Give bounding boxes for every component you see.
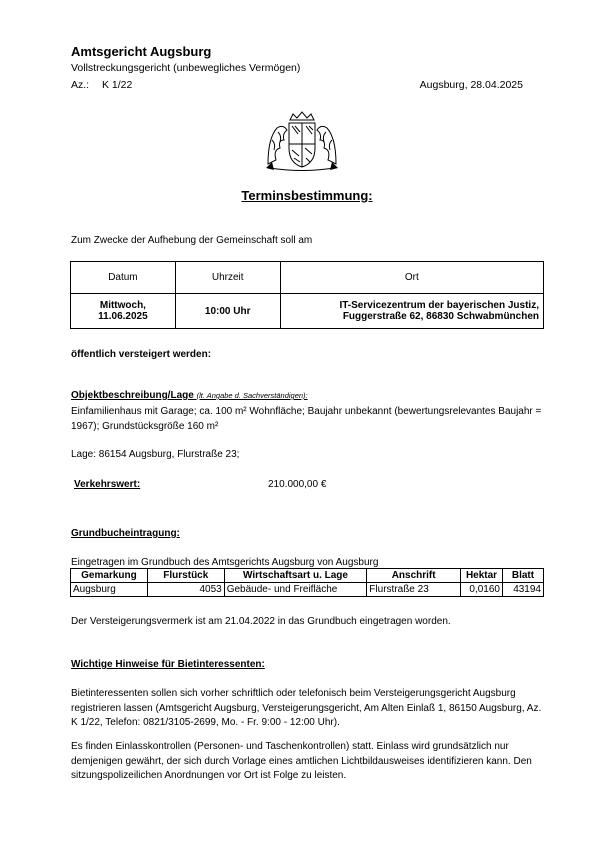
- gb-hektar: 0,0160: [461, 583, 503, 597]
- gb-flurstueck: 4053: [147, 583, 224, 597]
- objekt-lage: Lage: 86154 Augsburg, Flurstraße 23;: [71, 449, 240, 460]
- verkehrswert-label: Verkehrswert:: [74, 479, 141, 490]
- gb-header-blatt: Blatt: [502, 569, 543, 583]
- bavarian-coat-of-arms-icon: [262, 110, 342, 174]
- objekt-heading: Objektbeschreibung/Lage (lt. Angabe d. Sachverständigen):: [71, 390, 308, 401]
- verkehrswert-value: 210.000,00 €: [268, 479, 327, 490]
- gb-header-hektar: Hektar: [461, 569, 503, 583]
- hinweise-heading: Wichtige Hinweise für Bietinteressenten:: [71, 659, 265, 670]
- termin-table: [70, 261, 544, 329]
- hinweise-paragraph-2: Es finden Einlasskontrollen (Personen- und Taschenkontrollen) statt. Einlass wird grundsätzlich nur demjenigen gewährt, der sich durch Vorlage eines amtlichen Lichtbildausweises identifizieren kann. Den sitzungspolizeilichen Anordnungen vor Ort ist Folge zu leisten.: [71, 741, 532, 781]
- grundbuch-table: [70, 568, 544, 597]
- place-date: Augsburg, 28.04.2025: [419, 79, 523, 91]
- termin-header-datum: Datum: [71, 262, 176, 294]
- gb-wirtschaftsart: Gebäude- und Freifläche: [224, 583, 367, 597]
- intro-text: Zum Zwecke der Aufhebung der Gemeinschaft soll am: [71, 235, 313, 246]
- gb-header-anschrift: Anschrift: [367, 569, 461, 583]
- gb-blatt: 43194: [502, 583, 543, 597]
- hinweise-paragraph-1: Bietinteressenten sollen sich vorher schriftlich oder telefonisch beim Versteigerungsgericht Augsburg registrieren lassen (Amtsgericht Augsburg, Versteigerungsgericht, Am Alten Einlaß 1, 86150 Augsburg, Az. K 1/22, Telefon: 0821/3105-2699, Mo. - Fr. 9:00 - 12:00 Uhr).: [71, 688, 542, 728]
- table-row: [71, 583, 544, 597]
- court-name: Amtsgericht Augsburg: [71, 44, 212, 59]
- gb-gemarkung: Augsburg: [71, 583, 148, 597]
- document-title: Terminsbestimmung:: [241, 188, 373, 203]
- termin-datum: Mittwoch, 11.06.2025: [71, 294, 176, 329]
- termin-header-uhrzeit: Uhrzeit: [175, 262, 280, 294]
- termin-uhrzeit: 10:00 Uhr: [175, 294, 280, 329]
- objekt-note: (lt. Angabe d. Sachverständigen):: [196, 391, 308, 400]
- grundbuch-heading: Grundbucheintragung:: [71, 528, 180, 539]
- versteigerungsvermerk: Der Versteigerungsvermerk ist am 21.04.2022 in das Grundbuch eingetragen worden.: [71, 616, 451, 627]
- gb-header-gemarkung: Gemarkung: [71, 569, 148, 583]
- objekt-description: Einfamilienhaus mit Garage; ca. 100 m² Wohnfläche; Baujahr unbekannt (bewertungsrelevantes Baujahr = 1967); Grundstücksgröße 160 m²: [71, 406, 542, 432]
- termin-header-ort: Ort: [280, 262, 543, 294]
- gb-header-wirtschaftsart: Wirtschaftsart u. Lage: [224, 569, 367, 583]
- grundbuch-intro: Eingetragen im Grundbuch des Amtsgerichts Augsburg von Augsburg: [71, 557, 379, 568]
- termin-ort: IT-Servicezentrum der bayerischen Justiz, Fuggerstraße 62, 86830 Schwabmünchen: [280, 294, 543, 329]
- az-label: Az.:: [71, 79, 90, 91]
- gb-header-flurstueck: Flurstück: [147, 569, 224, 583]
- gb-anschrift: Flurstraße 23: [367, 583, 461, 597]
- az-value: K 1/22: [102, 79, 133, 91]
- versteigert-text: öffentlich versteigert werden:: [71, 349, 212, 360]
- court-subtitle: Vollstreckungsgericht (unbewegliches Vermögen): [71, 62, 301, 74]
